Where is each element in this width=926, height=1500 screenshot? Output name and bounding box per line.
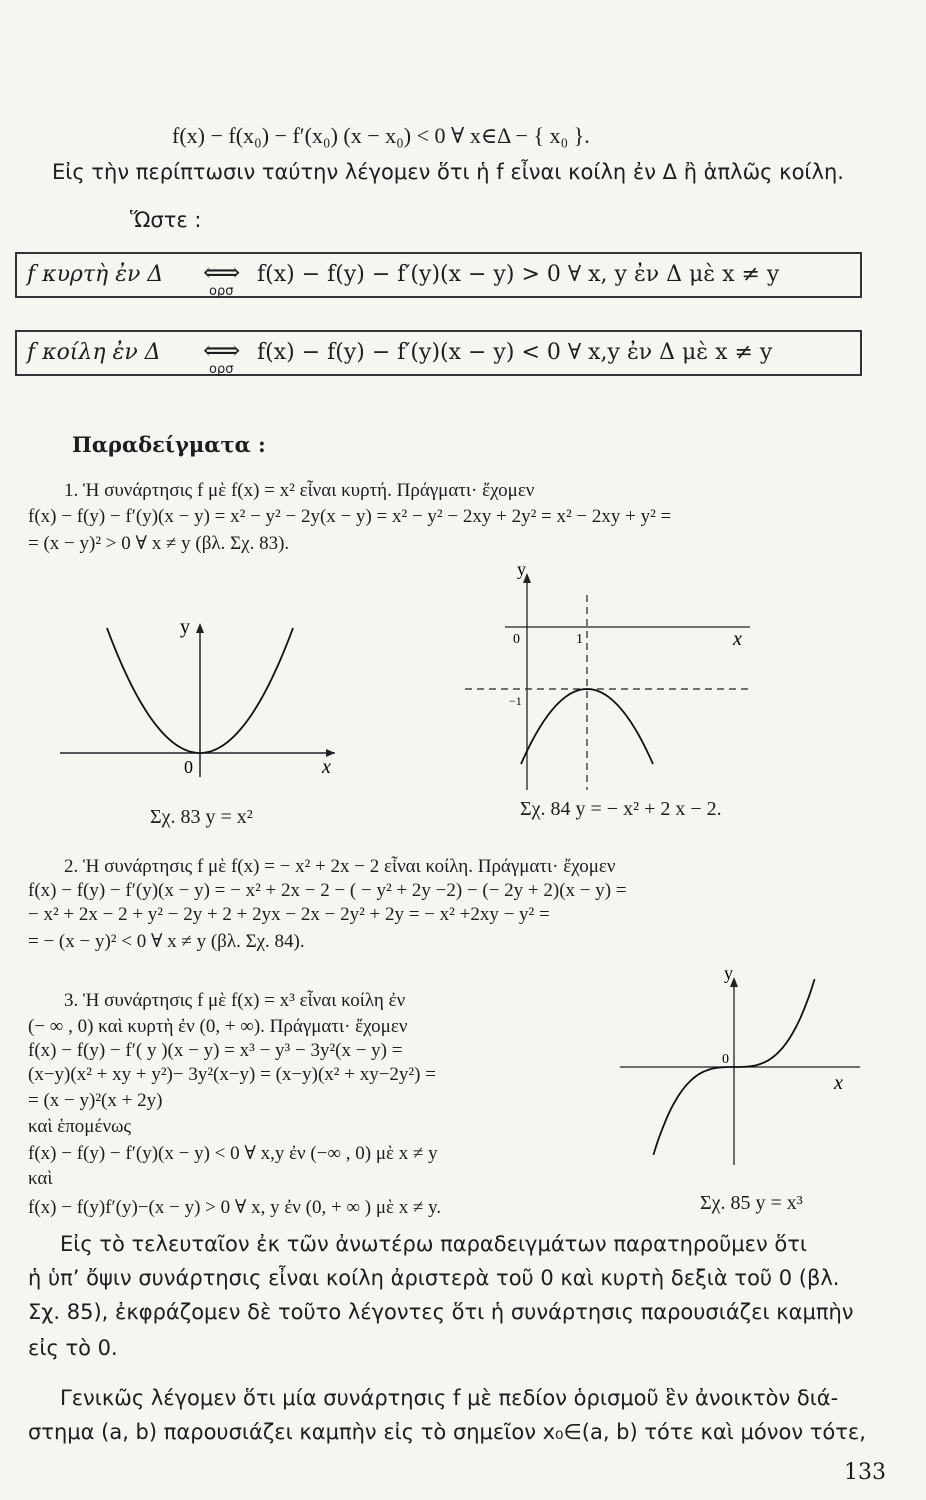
concave-lhs: f κοίλη ἐν Δ	[27, 340, 161, 365]
x-label: x	[733, 628, 742, 650]
one-label: 1	[576, 632, 583, 647]
intro-line: Εἰς τὴν περίπτωσιν ταύτην λέγομεν ὅτι ἡ f εἶναι κοίλη ἐν Δ ἢ ἁπλῶς κοίλη.	[52, 160, 844, 184]
y-label: y	[724, 965, 733, 983]
iff-arrow: ⟺	[203, 336, 241, 366]
ex1-line2: f(x) − f(y) − f′(y)(x − y) = x² − y² − 2y(x − y) = x² − y² − 2xy + 2y² = x² − 2xy + y² =	[28, 506, 672, 527]
ex2-line2: f(x) − f(y) − f′(y)(x − y) = − x² + 2x − 2 − ( − y² + 2y −2) − (− 2y + 2)(x − y) =	[28, 880, 627, 901]
page-number: 133	[844, 1460, 886, 1485]
convex-definition-box	[15, 252, 862, 298]
y-label: y	[517, 565, 526, 579]
examples-heading: Παραδείγματα :	[72, 432, 266, 457]
ex3-line7: f(x) − f(y) − f′(y)(x − y) < 0 ∀ x,y ἐν (−∞ , 0) μὲ x ≠ y	[28, 1143, 438, 1164]
ex3-line9: f(x) − f(y)f′(y)−(x − y) > 0 ∀ x, y ἐν (0, + ∞ ) μὲ x ≠ y.	[28, 1197, 442, 1218]
para1-line3: Σχ. 85), ἐκφράζομεν δὲ τοῦτο λέγοντες ὅτι ἡ συνάρτησις παρουσιάζει καμπὴν	[28, 1300, 854, 1324]
origin-label: 0	[184, 757, 193, 777]
y-axis-arrow	[196, 623, 204, 633]
para2-line1: Γενικῶς λέγομεν ὅτι μία συνάρτησις f μὲ πεδίον ὁρισμοῦ ἓν ἀνοικτὸν διά-	[60, 1386, 839, 1410]
ex3-line2: (− ∞ , 0) καὶ κυρτὴ ἐν (0, + ∞). Πράγματι· ἔχομεν	[28, 1016, 408, 1037]
figure-83	[50, 605, 350, 785]
para1-line4: εἰς τὸ 0.	[28, 1336, 118, 1360]
iff-arrow: ⟺	[203, 258, 241, 288]
hoste-label: Ὥστε :	[130, 208, 202, 232]
ex2-line4: = − (x − y)² < 0 ∀ x ≠ y (βλ. Σχ. 84).	[28, 931, 305, 952]
fig85-caption: Σχ. 85 y = x³	[700, 1192, 803, 1214]
ora-label: ορσ	[209, 284, 234, 299]
minus-one-label: −1	[509, 694, 522, 708]
ex3-line4: (x−y)(x² + xy + y²)− 3y²(x−y) = (x−y)(x² + xy−2y²) =	[28, 1064, 436, 1085]
ex1-line3: = (x − y)² > 0 ∀ x ≠ y (βλ. Σχ. 83).	[28, 533, 290, 554]
x-label: x	[834, 1072, 843, 1094]
ex2-line3: − x² + 2x − 2 + y² − 2y + 2 + 2yx − 2x − 2y² + 2y = − x² +2xy − y² =	[28, 904, 550, 925]
figure-85	[610, 965, 870, 1175]
figure-84	[465, 565, 765, 795]
x-label: x	[322, 756, 331, 778]
fig83-caption: Σχ. 83 y = x²	[150, 806, 253, 828]
para2-line2: στημα (a, b) παρουσιάζει καμπὴν εἰς τὸ σημεῖον x₀∈(a, b) τότε καὶ μόνον τότε,	[28, 1420, 866, 1444]
convex-rhs: f(x) − f(y) − f′(y)(x − y) > 0 ∀ x, y ἐν Δ μὲ x ≠ y	[257, 262, 780, 287]
top-formula: f(x) − f(x₀) − f′(x₀) (x − x₀) < 0 ∀ x∈Δ − { x₀ }.	[172, 123, 590, 148]
origin-label: 0	[513, 632, 520, 647]
ex2-line1: 2. Ἡ συνάρτησις f μὲ f(x) = − x² + 2x − 2 εἶναι κοίλη. Πράγματι· ἔχομεν	[64, 856, 616, 877]
concave-definition-box	[15, 330, 862, 376]
origin-label: 0	[722, 1052, 729, 1067]
ex3-line5: = (x − y)²(x + 2y)	[28, 1090, 163, 1111]
ex3-line8: καὶ	[28, 1168, 53, 1189]
para1-line1: Εἰς τὸ τελευταῖον ἐκ τῶν ἀνωτέρω παραδειγμάτων παρατηροῦμεν ὅτι	[60, 1232, 807, 1256]
ex3-line6: καὶ ἑπομένως	[28, 1116, 132, 1137]
ex3-line1: 3. Ἡ συνάρτησις f μὲ f(x) = x³ εἶναι κοίλη ἐν	[64, 990, 406, 1011]
ex1-line1: 1. Ἡ συνάρτησις f μὲ f(x) = x² εἶναι κυρτή. Πράγματι· ἔχομεν	[64, 480, 535, 501]
convex-lhs: f κυρτὴ ἐν Δ	[27, 262, 164, 287]
fig84-caption: Σχ. 84 y = − x² + 2 x − 2.	[520, 798, 722, 820]
ex3-line3: f(x) − f(y) − f′( y )(x − y) = x³ − y³ − 3y²(x − y) =	[28, 1040, 403, 1061]
para1-line2: ἡ ὑπ’ ὄψιν συνάρτησις εἶναι κοίλη ἀριστερὰ τοῦ 0 καὶ κυρτὴ δεξιὰ τοῦ 0 (βλ.	[28, 1266, 840, 1290]
ora-label: ορσ	[209, 362, 234, 377]
y-label: y	[180, 616, 190, 638]
concave-rhs: f(x) − f(y) − f′(y)(x − y) < 0 ∀ x,y ἐν Δ μὲ x ≠ y	[257, 340, 773, 365]
